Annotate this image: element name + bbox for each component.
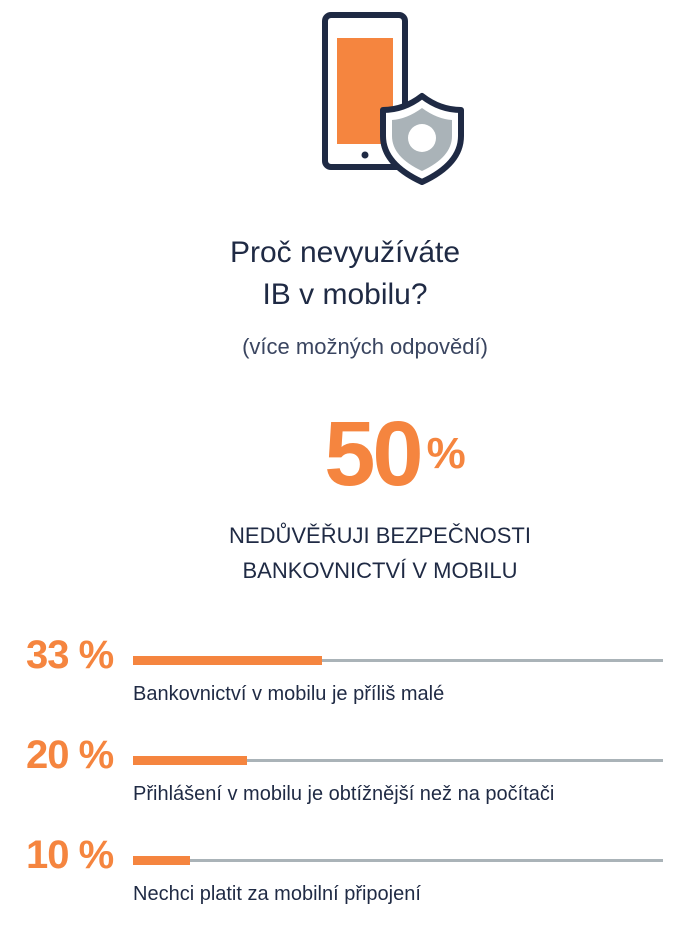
headline-caption: [0, 518, 690, 588]
title-line-1: Proč nevyužíváte: [229, 236, 461, 269]
bar-track: [133, 859, 663, 862]
title-line-2: IB v mobilu?: [262, 278, 428, 311]
headline-value: 50: [324, 403, 421, 505]
bar: [133, 856, 190, 865]
bar: [133, 756, 247, 765]
subtitle: (více možných odpovědí): [242, 334, 488, 359]
caption-line-2: BANKOVNICTVÍ V MOBILU: [242, 558, 518, 583]
bar-row: [0, 633, 690, 729]
page-title: [0, 232, 690, 316]
bar-value-label: 10 %: [26, 833, 114, 877]
headline-stat: [0, 404, 690, 504]
bar: [133, 656, 322, 665]
phone-shield-icon: [318, 12, 468, 186]
headline-unit: %: [426, 429, 466, 478]
bar-value-label: 33 %: [26, 633, 114, 677]
bar-category-label: Bankovnictví v mobilu je příliš malé: [133, 683, 445, 705]
bar-category-label: Nechci platit za mobilní připojení: [133, 883, 421, 905]
bar-row: [0, 833, 690, 929]
bar-row: [0, 733, 690, 829]
caption-line-1: NEDŮVĚŘUJI BEZPEČNOSTI: [229, 523, 531, 548]
bar-value-label: 20 %: [26, 733, 114, 777]
bar-category-label: Přihlášení v mobilu je obtížnější než na počítači: [133, 783, 555, 805]
